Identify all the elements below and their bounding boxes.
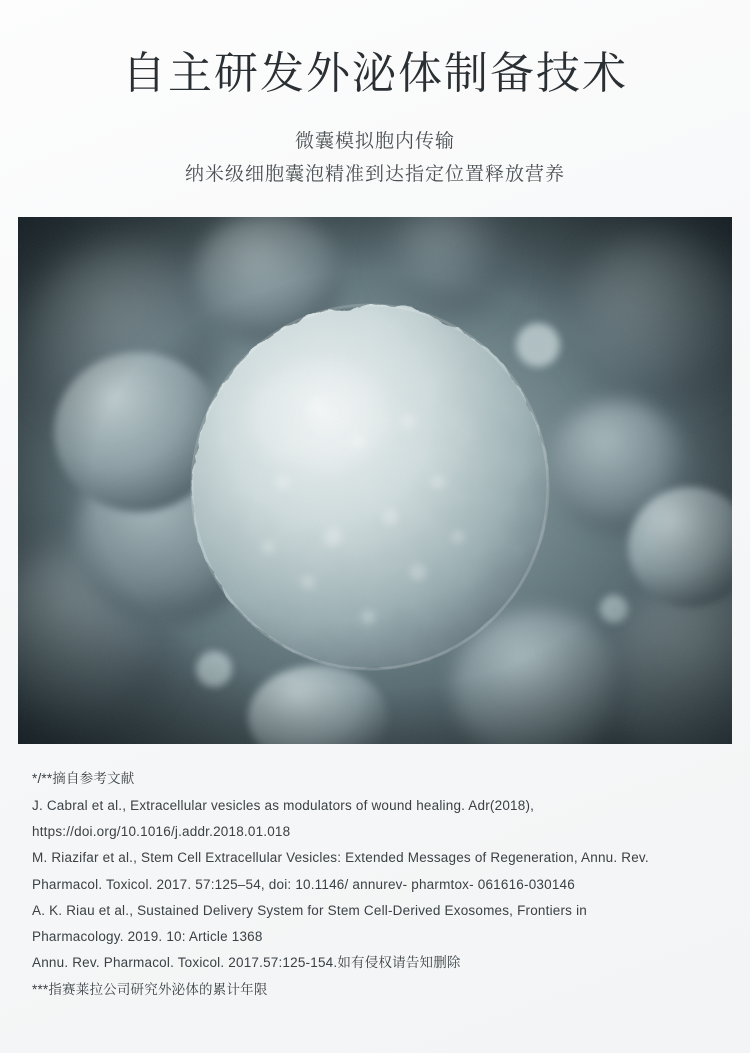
reference-line: Annu. Rev. Pharmacol. Toxicol. 2017.57:125-154.如有侵权请告知删除 xyxy=(32,955,461,971)
page-header xyxy=(0,0,750,191)
page-title: 自主研发外泌体制备技术 xyxy=(122,49,628,98)
reference-line: ***指赛莱拉公司研究外泌体的累计年限 xyxy=(32,981,268,997)
reference-line: J. Cabral et al., Extracellular vesicles as modulators of wound healing. Adr(2018), xyxy=(32,797,535,813)
reference-line: Pharmacology. 2019. 10: Article 1368 xyxy=(32,929,263,945)
reference-line: */**摘自参考文献 xyxy=(32,771,135,787)
reference-line: https://doi.org/10.1016/j.addr.2018.01.018 xyxy=(32,823,291,839)
subtitle-line-2: 纳米级细胞囊泡精准到达指定位置释放营养 xyxy=(184,164,565,186)
reference-list xyxy=(0,744,750,1003)
reference-line: A. K. Riau et al., Sustained Delivery System for Stem Cell-Derived Exosomes, Frontiers in xyxy=(32,902,587,918)
subtitle-line-1: 微囊模拟胞内传输 xyxy=(294,130,455,152)
subtitle-group xyxy=(0,125,750,192)
exosome-illustration xyxy=(18,217,732,744)
exosome-hero-image xyxy=(18,217,732,744)
reference-line: M. Riazifar et al., Stem Cell Extracellular Vesicles: Extended Messages of Regeneration, Annu. Rev. xyxy=(32,850,649,866)
reference-line: Pharmacol. Toxicol. 2017. 57:125–54, doi: 10.1146/ annurev- pharmtox- 061616-030146 xyxy=(32,876,575,892)
